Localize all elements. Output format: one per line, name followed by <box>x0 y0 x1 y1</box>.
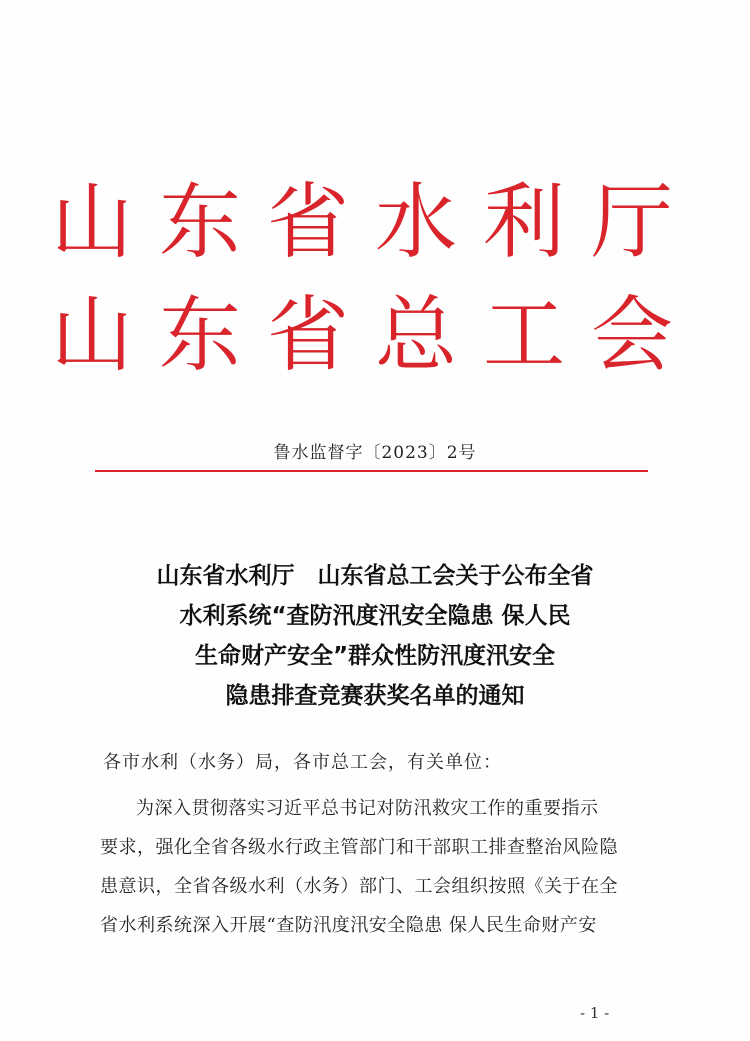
page-number: - 1 - <box>580 1004 610 1022</box>
salutation: 各市水利（水务）局，各市总工会，有关单位： <box>103 752 502 773</box>
body-paragraph <box>100 789 650 945</box>
title-line: 山东省水利厅 山东省总工会关于公布全省 <box>156 563 594 589</box>
title-line: 水利系统“查防汛度汛安全隐患 保人民 <box>179 603 571 629</box>
document-title <box>0 556 750 716</box>
title-line: 隐患排查竞赛获奖名单的通知 <box>225 683 525 709</box>
body-line: 患意识，全省各级水利（水务）部门、工会组织按照《关于在全 <box>100 876 618 897</box>
body-line: 要求，强化全省各级水行政主管部门和干部职工排查整治风险隐 <box>100 837 618 858</box>
title-line: 生命财产安全”群众性防汛度汛安全 <box>194 643 556 669</box>
red-divider-line <box>95 470 648 472</box>
masthead-issuer-2: 山东省总工会 <box>50 288 699 383</box>
body-line: 为深入贯彻落实习近平总书记对防汛救灾工作的重要指示 <box>136 798 599 819</box>
masthead-issuer-1: 山东省水利厅 <box>50 175 699 270</box>
document-number: 鲁水监督字〔2023〕2号 <box>273 443 477 463</box>
body-line: 省水利系统深入开展“查防汛度汛安全隐患 保人民生命财产安 <box>100 915 597 936</box>
